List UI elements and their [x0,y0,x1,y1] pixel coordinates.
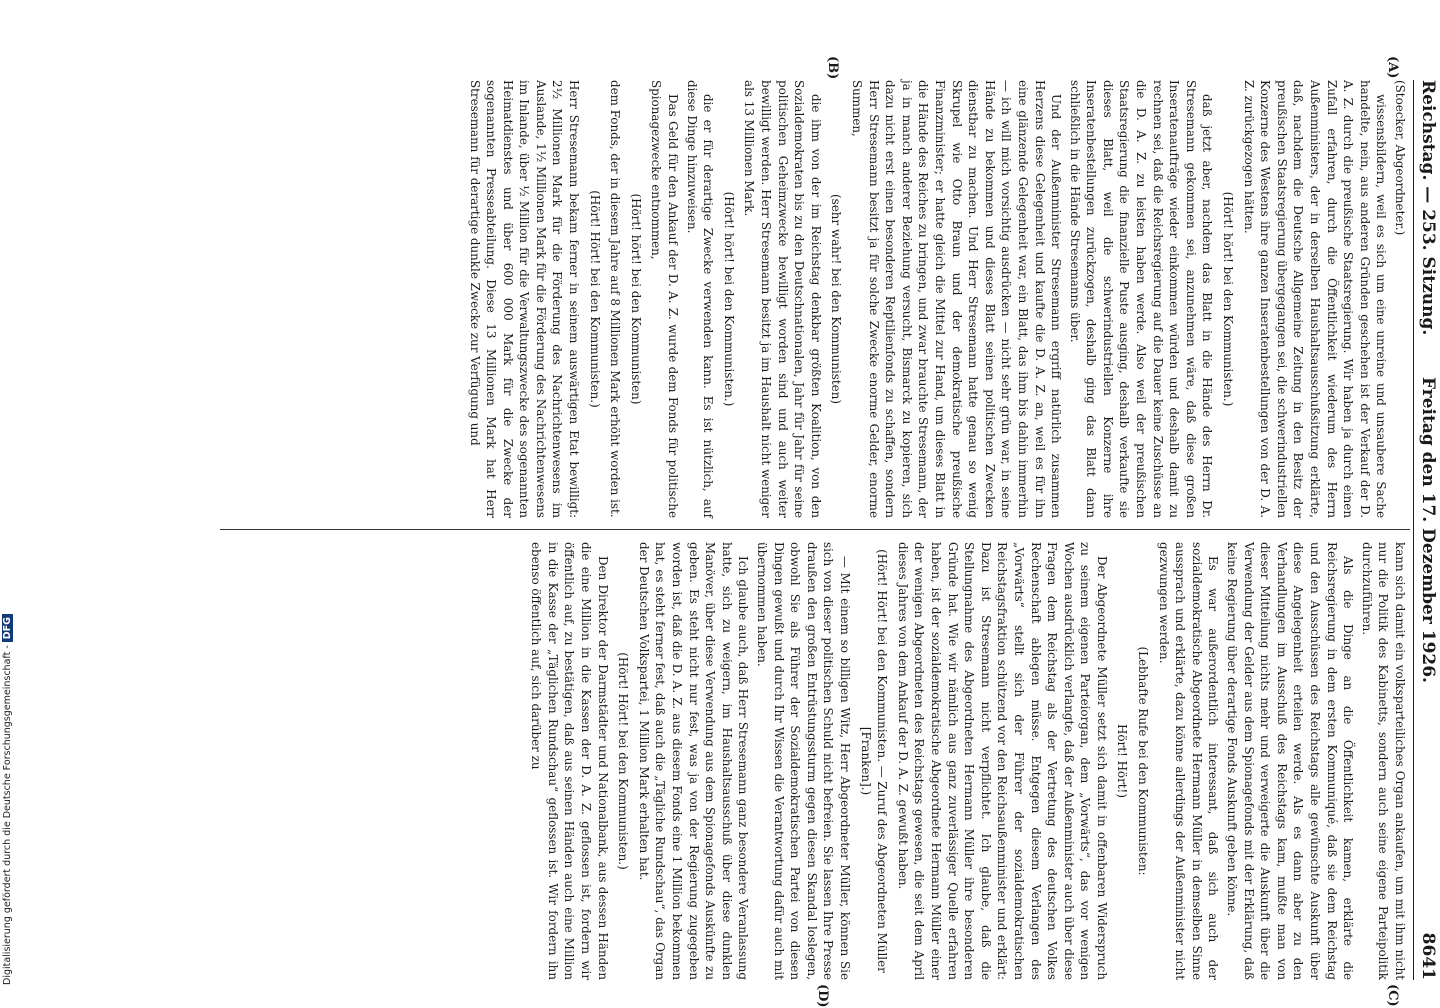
paragraph: die ihm von der im Reichstag denkbar größten Koalition, von den Sozialdemokraten bis zu den Deutschnationalen, Jahr für Jahr für seine politischen Geheimzwecke bewilligt worden sind und auch weiter bewilligt werden. Herr Stresemann besitzt ja im Haushalt nicht weniger als 13 Millionen Mark. [742,80,823,518]
interjection: (sehr wahr! bei den Kommunisten) [829,194,844,404]
paragraph: dem Fonds, der in diesem Jahre auf 8 Millionen Mark erhöht worden ist. [608,80,623,518]
paragraph: Es war außerordentlich interessant, daß sich auch der sozialdemokratische Abgeordnete Hermann Müller in demselben Sinne aussprach und erklärte, dazu könne allerdings der Außenminister nicht gezwungen werden. [1156,542,1221,980]
interjection: (Hört! Hört! bei den Kommunisten. — Zuruf des Abgeordneten Müller [Franken].) [858,549,890,973]
paragraph: Den Direktor der Darmstädter und Nationalbank, aus dessen Händen die eine Million in die Kassen der D. A. Z. geflossen ist, fordern wir öffentlich auf, zu bestätigen, daß aus seinen Händen auch eine Million in die Kasse der „Täglichen Rundschau“ geflossen ist. Wir fordern ihn ebenso öffentlich auf, sich darüber zu [529,542,610,980]
margin-mark-d: (D) [815,984,830,1008]
paragraph: Als die Dinge an die Öffentlichkeit kamen, erklärte die Reichsregierung in dem ersten Kommuniqué, daß sie dem Reichstag und den Ausschüssen des Reichstags alle gewünschte Auskunft über diese Angelegenheit erteilen werde. Als es dann aber zu den Verhandlungen im Ausschuß des Reichstags kam, mußte man von dieser Mitteilung nichts mehr und verweigerte die Auskunft über die Verwendung der Gelder aus dem Spionagefonds mit der Erklärung, daß keine Regierung über derartige Fonds Auskunft geben könne. [1225,542,1356,980]
paragraph: Und der Außenminister Stresemann ergriff natürlich zusammen Herzens diese Gelegenheit und kaufte die D. A. Z. an, weil es für ihn eine glänzende Gelegenheit war, ein Blatt, das ihm bis dahin immerhin — ich will mich vorsichtig ausdrücken — nicht sehr grün war, in seine Hände zu bekommen und dieses Blatt seinen politischen Zwecken dienstbar zu machen. Und Herr Stresemann hatte genau so wenig Skrupel wie Otto Braun und der demokratische preußische Finanzminister; er hatte gleich die Mittel zur Hand, um dieses Blatt in die Hände des Reiches zu bringen, und zwar brauchte Stresemann, der ja in manch anderer Beziehung versucht, Bismarck zu kopieren, sich dazu nicht erst einen besonderen Reptilienfonds zu schaffen, sondern Herr Stresemann besitzt ja für solche Zwecke enorme Gelder, enorme Summen, [850,80,1064,518]
credit-text: Digitalisierung gefördert durch die Deutsche Forschungsgemeinschaft - [2,645,13,985]
interjection: (Hört! hört! bei den Kommunisten.) [721,191,736,407]
left-column [228,80,1408,518]
margin-mark-b: (B) [825,56,840,80]
margin-mark-a: (A) [1385,56,1400,79]
interjection: (Hört! Hört! bei den Kommunisten.) [587,190,602,408]
paragraph: die er für derartige Zwecke verwenden kann. Es ist nützlich, auf diese Dinge hinzuweisen. [684,80,716,518]
paragraph: Der Abgeordnete Müller setzt sich damit in offenbaren Widerspruch zu seinem eigenen Parteiorgan, dem „Vorwärts“, das vor wenigen Wochen ausdrücklich verlangte, daß der Außenminister auch über diese Fragen dem Reichstag als der Vertretung des deutschen Volkes Rechenschaft ablegen müsse. Entgegen diesem Verlangen des „Vorwärts“ stellt sich der Führer der sozialdemokratischen Reichstagsfraktion schützend vor den Reichsaußenminister und erklärt: Dazu ist Stresemann nicht verpflichtet. Ich glaube, daß die Stellungnahme des Abgeordneten Hermann Müller ihre besonderen Gründe hat. Wie wir nämlich aus ganz zuverlässiger Quelle erfahren haben, ist der sozialdemokratische Abgeordnete Hermann Müller einer der wenigen Abgeordneten des Reichstags gewesen, die seit dem April dieses Jahres von dem Ankauf der D. A. Z. gewußt haben. [895,542,1109,980]
paragraph: (Stoecker, Abgeordneter.) [1393,80,1407,236]
interjection: Hört! Hört!) [1115,724,1130,798]
paragraph: Herr Stresemann bekam ferner in seinem auswärtigen Etat bewilligt: 2½ Millionen Mark für die Förderung des Nachrichtenwesens im Auslande, 1½ Millionen Mark für die Förderung des Nachrichtenwesens im Inlande, über ½ Million für die Verwaltungszwecke des sogenannten Heimatdienstes und über 600 000 Mark für die Zwecke der sogenannten Presseabteilung. Diese 13 Millionen Mark hat Herr Stresemann für derartige dunkle Zwecke zur Verfügung und [467,80,582,518]
paragraph: Ich glaube auch, daß Herr Stresemann ganz besondere Veranlassung hatte, sich zu weigern, im Haushaltsausschuß über diese dunklen Manöver, über diese Verwendung aus dem Spionagefonds Auskünfte zu geben. Es steht nicht nur fest, was ja von der Regierung zugegeben worden ist, daß die D. A. Z. aus diesem Fonds eine 1 Million bekommen hat, es steht ferner fest, daß auch die „Tägliche Rundschau“, das Organ der Deutschen Volkspartei, 1 Million Mark erhalten hat. [636,542,751,980]
paragraph: daß jetzt aber, nachdem das Blatt in die Hände des Herrn Dr. Stresemann gekommen sei, anzunehmen wäre, daß diese großen Inseratenaufträge wieder einkommen würden und deshalb damit zu rechnen sei, daß die Reichsregierung auf die Dauer keine Zuschüsse an die D. A. Z. zu leisten haben werde. Also weil der preußischen Staatsregierung die finanzielle Puste ausging, deshalb verkaufte sie dieses Blatt, weil die schwerindustriellen Konzerne ihre Inseratenbestellungen zurückzogen, deshalb ging das Blatt dann schließlich in die Hände Stresemanns über. [1067,80,1215,518]
dfg-logo: DFG [2,614,13,642]
right-column [228,542,1408,980]
header-date: Freitag den 17. Dezember 1926. [1418,377,1438,683]
interjection: (Hört! Hört! bei den Kommunisten.) [616,652,631,870]
interjection: (Hört! hört! bei den Kommunisten) [628,193,643,405]
paragraph: kann sich damit ein volksparteiliches Organ ankaufen, um mit ihm nicht nur die Politik des Kabinetts, sondern auch seine eigene Parteipolitik durchzuführen. [1359,542,1407,980]
margin-mark-c: (C) [1385,984,1400,1007]
interjection: (Hört! hört! bei den Kommunisten.) [1221,191,1236,407]
column-divider [220,529,1410,530]
paragraph: wissensbildern, weil es sich um eine unreine und unsaubere Sache handelte, nein, aus anderen Gründen geschehen ist der Verkauf der D. A. Z. durch die preußische Staatsregierung. Wir haben ja durch einen Zufall erfahren, durch die Öffentlichkeit wiederum des Herrn Außenministers, der in derselben Haushaltsausschußsitzung erklärte, daß, nachdem die Deutsche Allgemeine Zeitung in den Besitz der preußischen Staatsregierung übergegangen sei, die schwerindustriellen Konzerne des Westens ihre ganzen Inseratenbestellungen von der D. A. Z. zurückgezogen hätten. [1241,80,1389,518]
header-session: Reichstag. — 253. Sitzung. [1418,80,1438,336]
interjection: (Lebhafte Rufe bei den Kommunisten: [1136,646,1151,876]
paragraph: — Mit einem so billigen Witz, Herr Abgeordneter Müller, können Sie sich von dieser politischen Schuld nicht befreien. Sie lassen Ihre Presse draußen den großen Entrüstungssturm gegen diesen Skandal loslegen, obwohl Sie als Führer der Sozialdemokratischen Partei von diesen Dingen gewußt und durch Ihr Wissen die Verantwortung dafür auch mit übernommen haben. [755,542,852,980]
page-header [1413,80,1440,980]
page-number: 8641 [1418,932,1438,980]
digitization-credit [2,614,13,985]
rotated-page [200,56,1440,1008]
paragraph: Das Geld für den Ankauf der D. A. Z. wurde dem Fonds für politische Spionagezwecke entnommen, [649,80,681,518]
